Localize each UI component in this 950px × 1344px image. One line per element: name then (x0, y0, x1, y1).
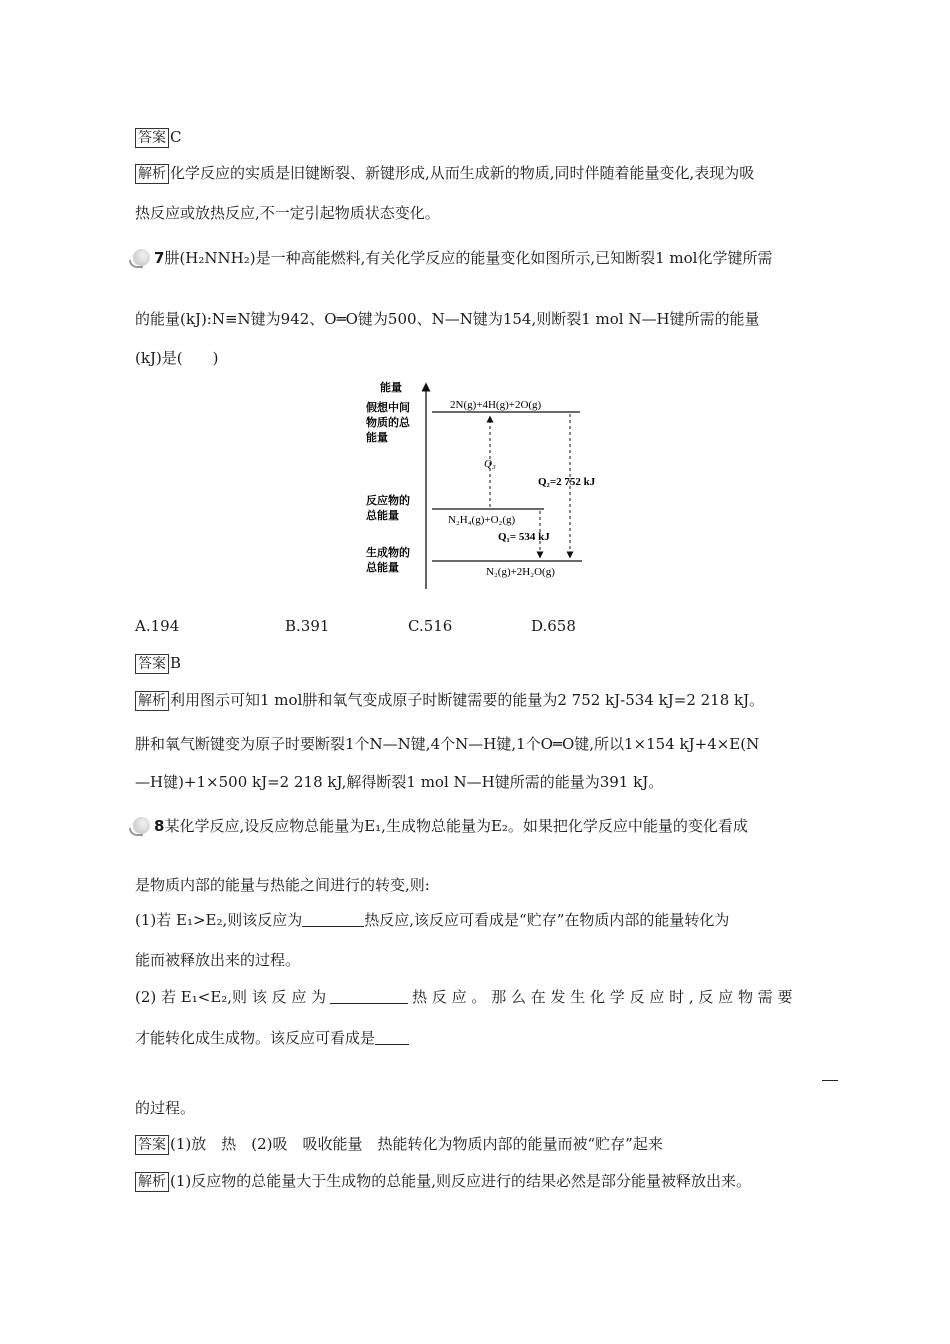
q8-part2-line-3: 的过程。 (135, 1099, 196, 1117)
q7-answer-line (135, 652, 181, 674)
q8-part1-b: 热反应,该反应可看成是“贮存”在物质内部的能量转化为 (364, 911, 730, 929)
q8-part2-b: 热 反 应 。 那 么 在 发 生 化 学 反 应 时 , 反 应 物 需 要 (412, 988, 793, 1006)
analysis-label: 解析 (135, 691, 169, 711)
answer-label: 答案 (135, 654, 169, 674)
q6-analysis-line-2: 热反应或放热反应,不一定引起物质状态变化。 (135, 204, 440, 222)
q8-part2-line-1 (135, 986, 793, 1008)
q8-part2-blank-2[interactable] (375, 1028, 409, 1045)
q6-answer: C (170, 128, 182, 146)
option-c: C.516 (408, 617, 453, 635)
mid-species: N₂H₄(g)+O₂(g) (448, 514, 516, 526)
top-level-label-1: 假想中间 (366, 402, 410, 414)
q8-answer: (1)放 热 (2)吸 吸收能量 热能转化为物质内部的能量而被“贮存”起来 (170, 1135, 663, 1153)
q7-stem-line-2: 的能量(kJ):N≡N键为942、O═O键为500、N—N键为154,则断裂1 mol N—H键所需的能量 (135, 310, 760, 328)
q7-stem-line-1 (133, 247, 772, 269)
answer-label: 答案 (135, 1135, 169, 1155)
low-species: N₂(g)+2H₂O(g) (486, 566, 555, 578)
q8-number: 8 (154, 817, 165, 835)
low-level-label-2: 总能量 (366, 562, 399, 574)
low-level-label-1: 生成物的 (366, 547, 410, 559)
q7-number: 7 (154, 249, 165, 267)
q8-stem-line-1 (133, 815, 748, 837)
mid-level-label-2: 总能量 (366, 510, 399, 522)
analysis-label: 解析 (135, 164, 169, 184)
q8-analysis: (1)反应物的总能量大于生成物的总能量,则反应进行的结果必然是部分能量被释放出来。 (170, 1172, 752, 1190)
q1-label: Q₁= 534 kJ (498, 531, 550, 543)
q6-analysis-1: 化学反应的实质是旧键断裂、新键形成,从而生成新的物质,同时伴随着能量变化,表现为吸 (170, 164, 755, 182)
q8-stem-line-2: 是物质内部的能量与热能之间进行的转变,则: (135, 876, 430, 894)
question-bullet-icon (133, 249, 150, 266)
top-level-label-2: 物质的总 (366, 417, 410, 429)
q2-label: Q₂=2 752 kJ (538, 476, 596, 488)
q6-answer-line (135, 126, 181, 148)
option-a: A.194 (135, 617, 180, 635)
question-bullet-icon (133, 817, 150, 834)
q8-analysis-line (135, 1170, 751, 1192)
q7-stem-line-3: (kJ)是( ) (135, 349, 219, 367)
q3-label: Q₃ (484, 458, 496, 470)
option-b: B.391 (285, 617, 330, 635)
top-species: 2N(g)+4H(g)+2O(g) (450, 399, 542, 411)
q7-analysis-line-3: —H键)+1×500 kJ=2 218 kJ,解得断裂1 mol N—H键所需的能量为391 kJ。 (135, 773, 664, 791)
q6-analysis-line-1 (135, 162, 754, 184)
q8-part2-line-2 (135, 1027, 409, 1049)
q7-answer: B (170, 654, 182, 672)
q7-analysis-line-1 (135, 689, 764, 711)
mid-level-label-1: 反应物的 (366, 495, 410, 507)
q8-answer-line (135, 1133, 663, 1155)
q8-part2-a: (2) 若 E₁<E₂,则 该 反 应 为 (135, 988, 327, 1006)
q8-blank-continuation[interactable] (822, 1080, 838, 1081)
q8-part1-blank[interactable] (302, 910, 364, 927)
top-level-label-3: 能量 (366, 432, 388, 444)
q8-part1-a: (1)若 E₁>E₂,则该反应为 (135, 911, 303, 929)
energy-level-diagram (360, 375, 620, 595)
q7-stem-1: 肼(H₂NNH₂)是一种高能燃料,有关化学反应的能量变化如图所示,已知断裂1 mol化学键所需 (164, 249, 773, 267)
answer-label: 答案 (135, 128, 169, 148)
q8-part2-c: 才能转化成生成物。该反应可看成是 (135, 1029, 376, 1047)
y-axis-label: 能量 (380, 382, 402, 394)
analysis-label: 解析 (135, 1172, 169, 1192)
q8-part1-line-1 (135, 909, 729, 931)
q8-stem-1: 某化学反应,设反应物总能量为E₁,生成物总能量为E₂。如果把化学反应中能量的变化看成 (164, 817, 748, 835)
q8-part1-line-2: 能而被释放出来的过程。 (135, 951, 301, 969)
q7-analysis-1: 利用图示可知1 mol肼和氧气变成原子时断键需要的能量为2 752 kJ-534 kJ=2 218 kJ。 (170, 691, 765, 709)
q8-part2-blank-1[interactable] (330, 987, 408, 1004)
option-d: D.658 (531, 617, 576, 635)
q7-analysis-line-2: 肼和氧气断键变为原子时要断裂1个N—N键,4个N—H键,1个O═O键,所以1×154 kJ+4×E(N (135, 735, 760, 753)
